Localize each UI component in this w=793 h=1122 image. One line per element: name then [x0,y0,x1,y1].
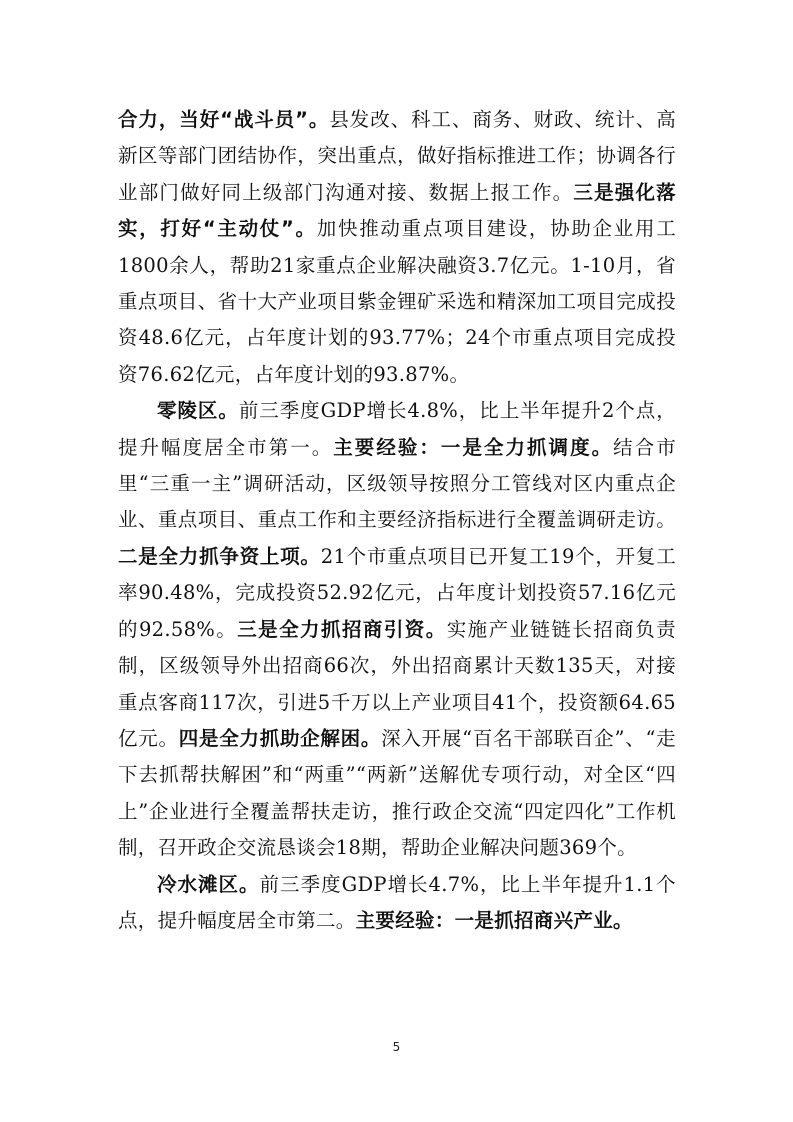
body-sentence: 实施产业链链长招商负责制，区级领导外出招商66次，外出招商累计天数135天，对接重点客商117次，引进5千万以上产业项目41个，投资额64.65亿元。 [118,617,676,750]
body-sentence: 前三季度GDP增长4.7%，比上半年提升1.1个点，提升幅度居全市第二。 [118,872,676,932]
paragraph-lengshuitan [118,867,676,940]
page-number: 5 [392,1040,401,1054]
body-text [118,102,676,939]
bold-heading: 三是强化落实，打好“主动仗”。 [118,180,676,241]
body-sentence: 加快推动重点项目建设，协助企业用工1800余人，帮助21家重点企业解决融资3.7亿元。1-10月，省重点项目、省十大产业项目紫金锂矿采选和精深加工项目完成投资48.6亿元，占年度计划的93.77%；24个市重点项目完成投资76.62亿元，占年度计划的93.87%。 [118,217,676,386]
body-sentence: 21个市重点项目已开复工19个，开复工率90.48%，完成投资52.92亿元，占年度计划投资57.16亿元的92.58%。 [118,544,676,641]
bold-heading: 三是全力抓招商引资。 [237,617,447,641]
bold-heading: 主要经验：一是抓招商兴产业。 [355,908,633,932]
body-sentence: 深入开展“百名干部联百企”、“走下去抓帮扶解困”和“两重”“两新”送解优专项行动，对全区“四上”企业进行全覆盖帮扶走访，推行政企交流“四定四化”工作机制，召开政企交流恳谈会18期，帮助企业解决问题369个。 [118,726,676,860]
bold-heading: 合力，当好“战斗员”。 [118,108,330,131]
bold-heading: 主要经验：一是全力抓调度。 [333,435,614,459]
bold-heading: 二是全力抓争资上项。 [118,544,321,568]
paragraph-continuation [118,102,676,393]
district-name: 零陵区。 [157,399,239,423]
paragraph-lingling [118,393,676,866]
body-sentence: 结合市里“三重一主”调研活动，区级领导按照分工管线对区内重点企业、重点项目、重点工作和主要经济指标进行全覆盖调研走访。 [118,435,676,532]
district-name: 冷水滩区。 [157,872,260,896]
body-sentence: 县发改、科工、商务、财政、统计、高新区等部门团结协作，突出重点，做好指标推进工作；协调各行业部门做好同上级部门沟通对接、数据上报工作。 [118,108,676,204]
bold-heading: 四是全力抓助企解困。 [178,726,382,750]
body-sentence: 前三季度GDP增长4.8%，比上半年提升2个点，提升幅度居全市第一。 [118,399,677,459]
